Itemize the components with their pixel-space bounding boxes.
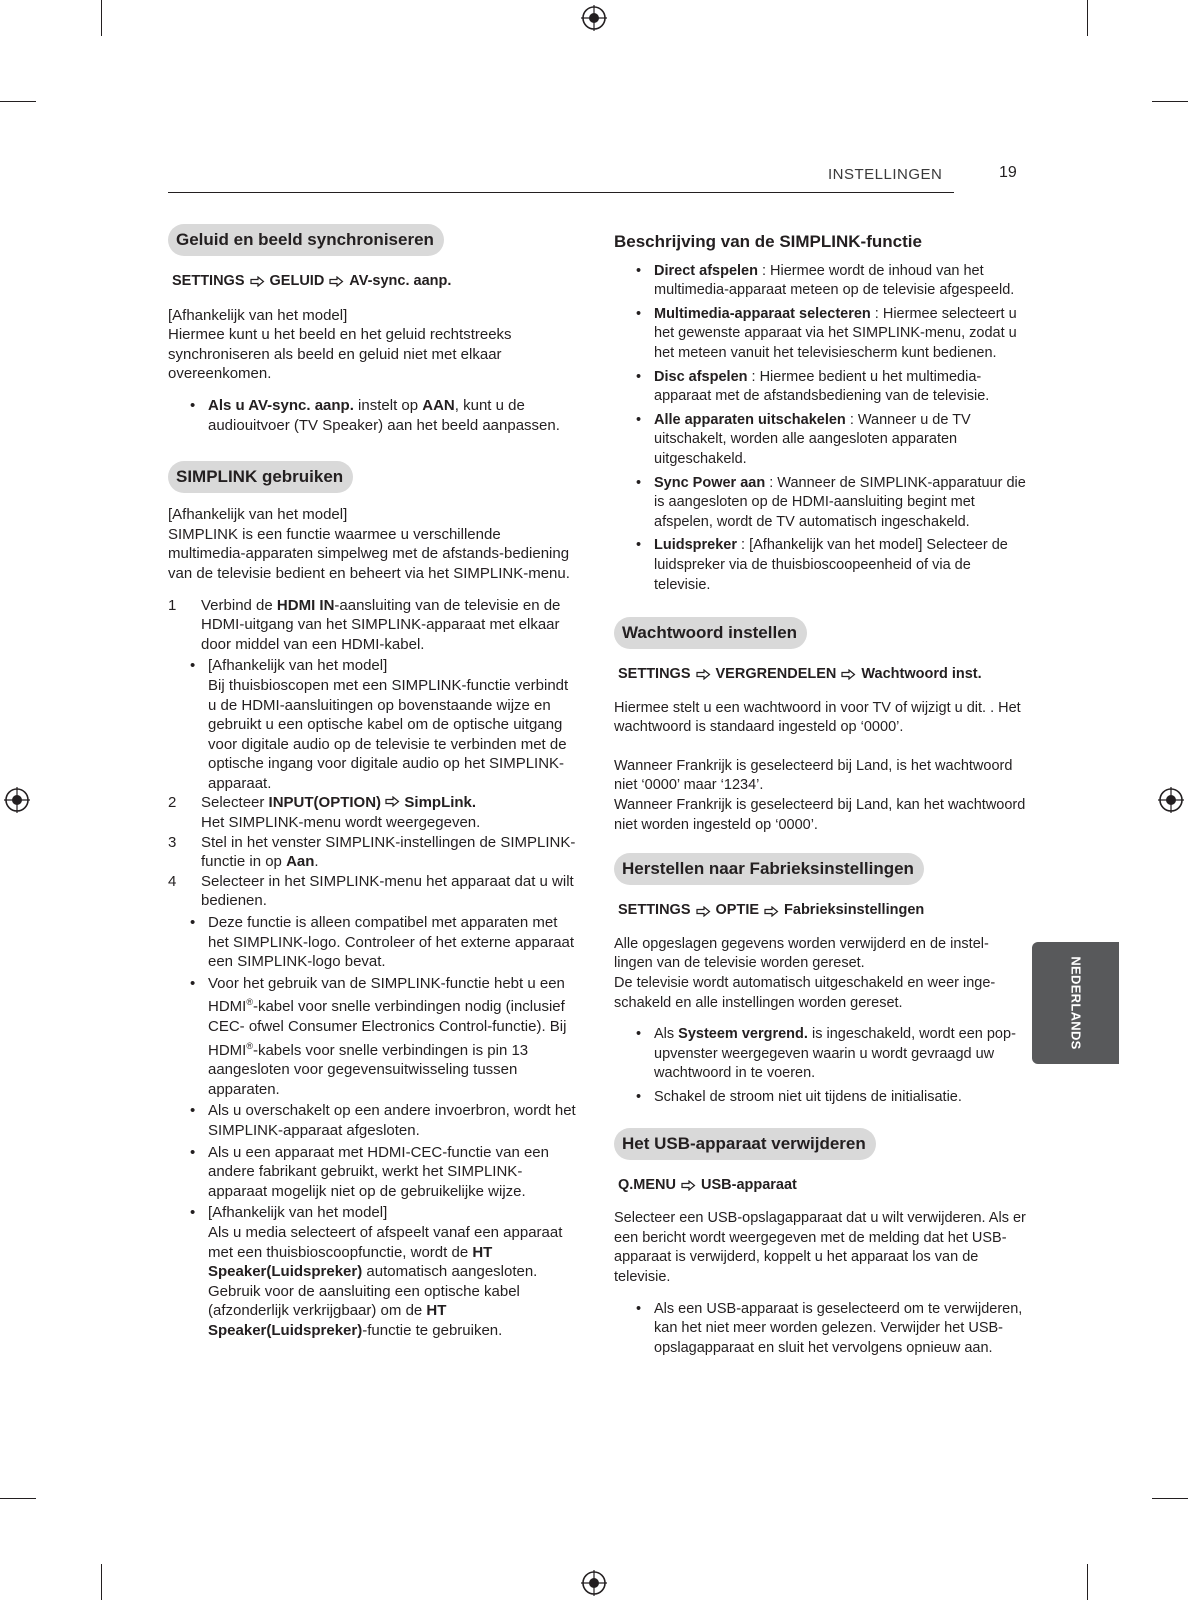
menu-path-item: AV-sync. aanp. <box>349 273 452 289</box>
bold-term: Aan <box>286 853 315 871</box>
left-column <box>168 224 578 1341</box>
list-item: • Deze functie is alleen compatibel met apparaten met het SIMPLINK-logo. Controleer of het externe apparaat een SIMPLINK-logo bevat. <box>168 913 578 972</box>
arrow-right-icon <box>250 276 265 287</box>
menu-path-item: Q.MENU <box>618 1176 676 1193</box>
section-heading: Herstellen naar Fabrieksinstellingen <box>614 853 924 885</box>
list-text: • [Afhankelijk van het model] <box>208 1204 388 1222</box>
step-text: Het SIMPLINK-menu wordt weergegeven. <box>201 814 481 832</box>
list-text: : Hiermee bedient u het multimedia-apparaat met de afstandsbediening van de televisie. <box>654 368 990 405</box>
body-text: SIMPLINK is een functie waarmee u verschillende multimedia-apparaten simpelweg met de afstands-bediening van de televisie bedient en beheert via het SIMPLINK-menu. <box>168 525 570 582</box>
section-heading: Beschrijving van de SIMPLINK-functie <box>614 232 922 251</box>
bold-term: AAN <box>422 396 455 414</box>
list-item <box>168 656 578 793</box>
bold-term: Direct afspelen <box>654 262 758 279</box>
body-text: Hiermee stelt u een wachtwoord in voor TV of wijzigt u dit. . Het wachtwoord is standaard ingesteld op ‘0000’. <box>614 699 1021 736</box>
bold-term: Alle apparaten uitschakelen <box>654 411 846 428</box>
list-text: : Wanneer u de TV uitschakelt, worden alle aangesloten apparaten uitgeschakeld. <box>654 411 971 467</box>
list-text: : Hiermee wordt de inhoud van het multimedia-apparaat meteen op de televisie afgespeeld. <box>654 262 1015 299</box>
arrow-right-icon <box>764 906 779 917</box>
menu-path-item: Fabrieksinstellingen <box>784 902 925 919</box>
body-text: Selecteer een USB-opslagapparaat dat u wilt verwijderen. Als er een bericht wordt weergegeven met de melding dat het USB-apparaat is verwijderd, koppelt u het apparaat los van de televisie. <box>614 1210 1026 1285</box>
crop-mark <box>0 101 36 102</box>
list-text <box>208 1223 578 1341</box>
list-item <box>614 262 1026 301</box>
body-text: De televisie wordt automatisch uitgeschakeld en weer inge-schakeld en alle instellingen worden gereset. <box>614 975 996 1011</box>
section-heading: Geluid en beeld synchroniseren <box>168 224 444 256</box>
bold-term: Als u AV-sync. aanp. <box>208 396 354 414</box>
menu-path-item: OPTIE <box>715 902 760 919</box>
step-text: . <box>314 853 319 871</box>
running-header: INSTELLINGEN <box>828 166 943 183</box>
bold-term: Systeem vergrend. <box>678 1026 808 1043</box>
list-item: • Als u overschakelt op een andere invoerbron, wordt het SIMPLINK-apparaat afgesloten. <box>168 1101 578 1140</box>
bold-term: HT Speaker(Luidspreker) <box>208 1302 447 1339</box>
registration-mark-icon <box>581 1570 607 1596</box>
bold-term: INPUT(OPTION) <box>268 794 382 812</box>
step-text: -aansluiting van de televisie en de HDMI-uitgang van het SIMPLINK-apparaat met elkaar door middel van een HDMI-kabel. <box>201 596 561 653</box>
step-text: Verbind de <box>201 596 277 614</box>
list-item: • Als een USB-apparaat is geselecteerd om te verwijderen, kan het niet meer worden gelezen. Verwijder het USB-opslagapparaat en sluit het vervolgens opnieuw aan. <box>614 1300 1026 1359</box>
body-text: [Afhankelijk van het model] <box>168 506 348 524</box>
section-heading: Het USB-apparaat verwijderen <box>614 1128 876 1160</box>
list-text: -kabel voor snelle verbindingen nodig (inclusief CEC- ofwel Consumer Electronics Control-functie). Bij HDMI <box>208 998 567 1059</box>
menu-path <box>618 665 1026 685</box>
menu-path-item: SETTINGS <box>618 666 691 683</box>
arrow-right-icon <box>329 276 344 287</box>
crop-mark <box>1152 1498 1188 1499</box>
step-item <box>168 793 578 832</box>
bold-term: Disc afspelen <box>654 368 748 385</box>
list-text: • [Afhankelijk van het model] <box>208 657 388 675</box>
step-number: 4 <box>168 872 177 890</box>
list-text: automatisch aangesloten. Gebruik voor de aansluiting een optische kabel (afzonderlijk verkrijgbaar) om de <box>208 1263 538 1320</box>
list-text: is ingeschakeld, wordt een pop-upvenster weergegeven waarin u wordt gevraagd uw wachtwoord in te voeren. <box>654 1026 1016 1082</box>
bold-term: Multimedia-apparaat selecteren <box>654 305 871 322</box>
menu-path-item: USB-apparaat <box>701 1176 797 1193</box>
av-sync-section <box>168 224 578 435</box>
registered-mark: ® <box>246 997 253 1008</box>
body-text: Hiermee kunt u het beeld en het geluid rechtstreeks synchroniseren als beeld en geluid niet met elkaar overeenkomen. <box>168 326 512 383</box>
list-text: Als <box>654 1026 679 1043</box>
crop-mark <box>1087 1564 1088 1600</box>
list-text: Als u media selecteert of afspeelt vanaf een apparaat met een thuisbioscoopfunctie, wordt de <box>208 1223 563 1261</box>
list-text: Bij thuisbioscopen met een SIMPLINK-functie verbindt u de HDMI-aansluitingen op bovenstaande wijze en gebruikt u een optische kabel om de optische uitgang voor digitale audio op de televisie te verbinden met de optische ingang voor digitale audio op het SIMPLINK-apparaat. <box>208 676 569 792</box>
list-item <box>168 1203 578 1340</box>
step-item <box>168 596 578 655</box>
list-item: • Als u een apparaat met HDMI-CEC-functie van een andere fabrikant gebruikt, werkt het SIMPLINK-apparaat mogelijk niet op de gebruikelijke wijze. <box>168 1143 578 1202</box>
list-text: Voor het gebruik van de SIMPLINK-functie hebt u een HDMI <box>208 974 565 1016</box>
steps-list <box>168 596 578 1341</box>
list-text: : [Afhankelijk van het model] Selecteer de luidspreker via de thuisbioscoopeenheid of via de televisie. <box>654 537 1008 593</box>
list-item <box>168 396 578 435</box>
list-text: : Wanneer de SIMPLINK-apparatuur die is aangesloten op de HDMI-aansluiting begint met afspelen, wordt de TV automatisch ingeschakeld. <box>654 474 1026 530</box>
body-text: [Afhankelijk van het model] <box>168 306 348 324</box>
menu-path-item: Wachtwoord inst. <box>861 666 982 683</box>
menu-path-item: VERGRENDELEN <box>715 666 837 683</box>
crop-mark <box>101 0 102 36</box>
step-text: Stel in het venster SIMPLINK-instellingen de SIMPLINK-functie in op <box>201 833 576 871</box>
section-heading: Wachtwoord instellen <box>614 617 807 649</box>
list-item <box>614 368 1026 407</box>
simplink-description-section <box>614 232 1026 595</box>
language-tab <box>1032 942 1119 1064</box>
list-item <box>614 1025 1026 1084</box>
menu-path-item: SETTINGS <box>172 273 245 289</box>
list-item <box>614 474 1026 533</box>
crop-mark <box>1152 101 1188 102</box>
menu-path-item: GELUID <box>269 273 325 289</box>
registration-mark-icon <box>581 5 607 31</box>
list-item <box>614 411 1026 470</box>
registration-mark-icon <box>4 787 30 813</box>
bold-term: SimpLink. <box>404 794 477 812</box>
list-item: • Schakel de stroom niet uit tijdens de initialisatie. <box>614 1088 1026 1108</box>
step-number: 3 <box>168 833 177 851</box>
step-item <box>168 872 578 911</box>
arrow-right-icon <box>841 669 856 680</box>
arrow-right-icon <box>681 1180 696 1191</box>
step-number: 2 <box>168 794 177 812</box>
body-text: Wanneer Frankrijk is geselecteerd bij Land, is het wachtwoord niet ‘0000’ maar ‘1234’. <box>614 757 1013 794</box>
crop-mark <box>101 1564 102 1600</box>
page-number: 19 <box>999 164 1017 181</box>
arrow-right-icon <box>696 669 711 680</box>
simplink-section <box>168 461 578 1340</box>
password-section <box>614 617 1026 835</box>
section-heading: SIMPLINK gebruiken <box>168 461 353 493</box>
list-item <box>168 974 578 1100</box>
list-text: : Hiermee selecteert u het gewenste apparaat via het SIMPLINK-menu, zodat u het meteen vanuit het televisiescherm kunt bedienen. <box>654 305 1017 361</box>
step-item <box>168 833 578 872</box>
body-text: Alle opgeslagen gegevens worden verwijderd en de instel-lingen van de televisie worden gereset. <box>614 935 989 972</box>
list-item <box>614 305 1026 364</box>
menu-path <box>618 901 1026 921</box>
registered-mark: ® <box>246 1040 253 1051</box>
language-tab-label: NEDERLANDS <box>1068 956 1083 1050</box>
crop-mark <box>1087 0 1088 36</box>
step-text: Selecteer <box>201 794 269 812</box>
body-text: Wanneer Frankrijk is geselecteerd bij Land, kan het wachtwoord niet worden ingesteld op ‘0000’. <box>614 797 1026 833</box>
menu-path <box>618 1176 1026 1196</box>
arrow-right-icon <box>385 796 400 807</box>
header-divider <box>168 192 954 193</box>
bold-term: Sync Power aan <box>654 474 766 491</box>
usb-remove-section <box>614 1128 1026 1359</box>
crop-mark <box>0 1498 36 1499</box>
factory-reset-section <box>614 853 1026 1107</box>
right-column <box>614 224 1026 1358</box>
menu-path-item: SETTINGS <box>618 902 691 919</box>
step-number: 1 <box>168 596 177 614</box>
step-text: Selecteer in het SIMPLINK-menu het apparaat dat u wilt bedienen. <box>201 872 574 910</box>
list-text: -kabels voor snelle verbindingen is pin 13 aangesloten voor gegevensuitwisseling tussen apparaten. <box>208 1041 529 1098</box>
arrow-right-icon <box>696 906 711 917</box>
list-text: , kunt u de audiouitvoer (TV Speaker) aan het beeld aanpassen. <box>208 396 560 434</box>
list-text: -functie te gebruiken. <box>362 1321 503 1339</box>
bold-term: Luidspreker <box>654 537 737 554</box>
bold-term: HDMI IN <box>276 596 335 614</box>
registration-mark-icon <box>1158 787 1184 813</box>
list-item <box>614 536 1026 595</box>
bold-term: HT Speaker(Luidspreker) <box>208 1243 493 1281</box>
menu-path <box>172 272 578 292</box>
list-text: instelt op <box>353 396 423 414</box>
